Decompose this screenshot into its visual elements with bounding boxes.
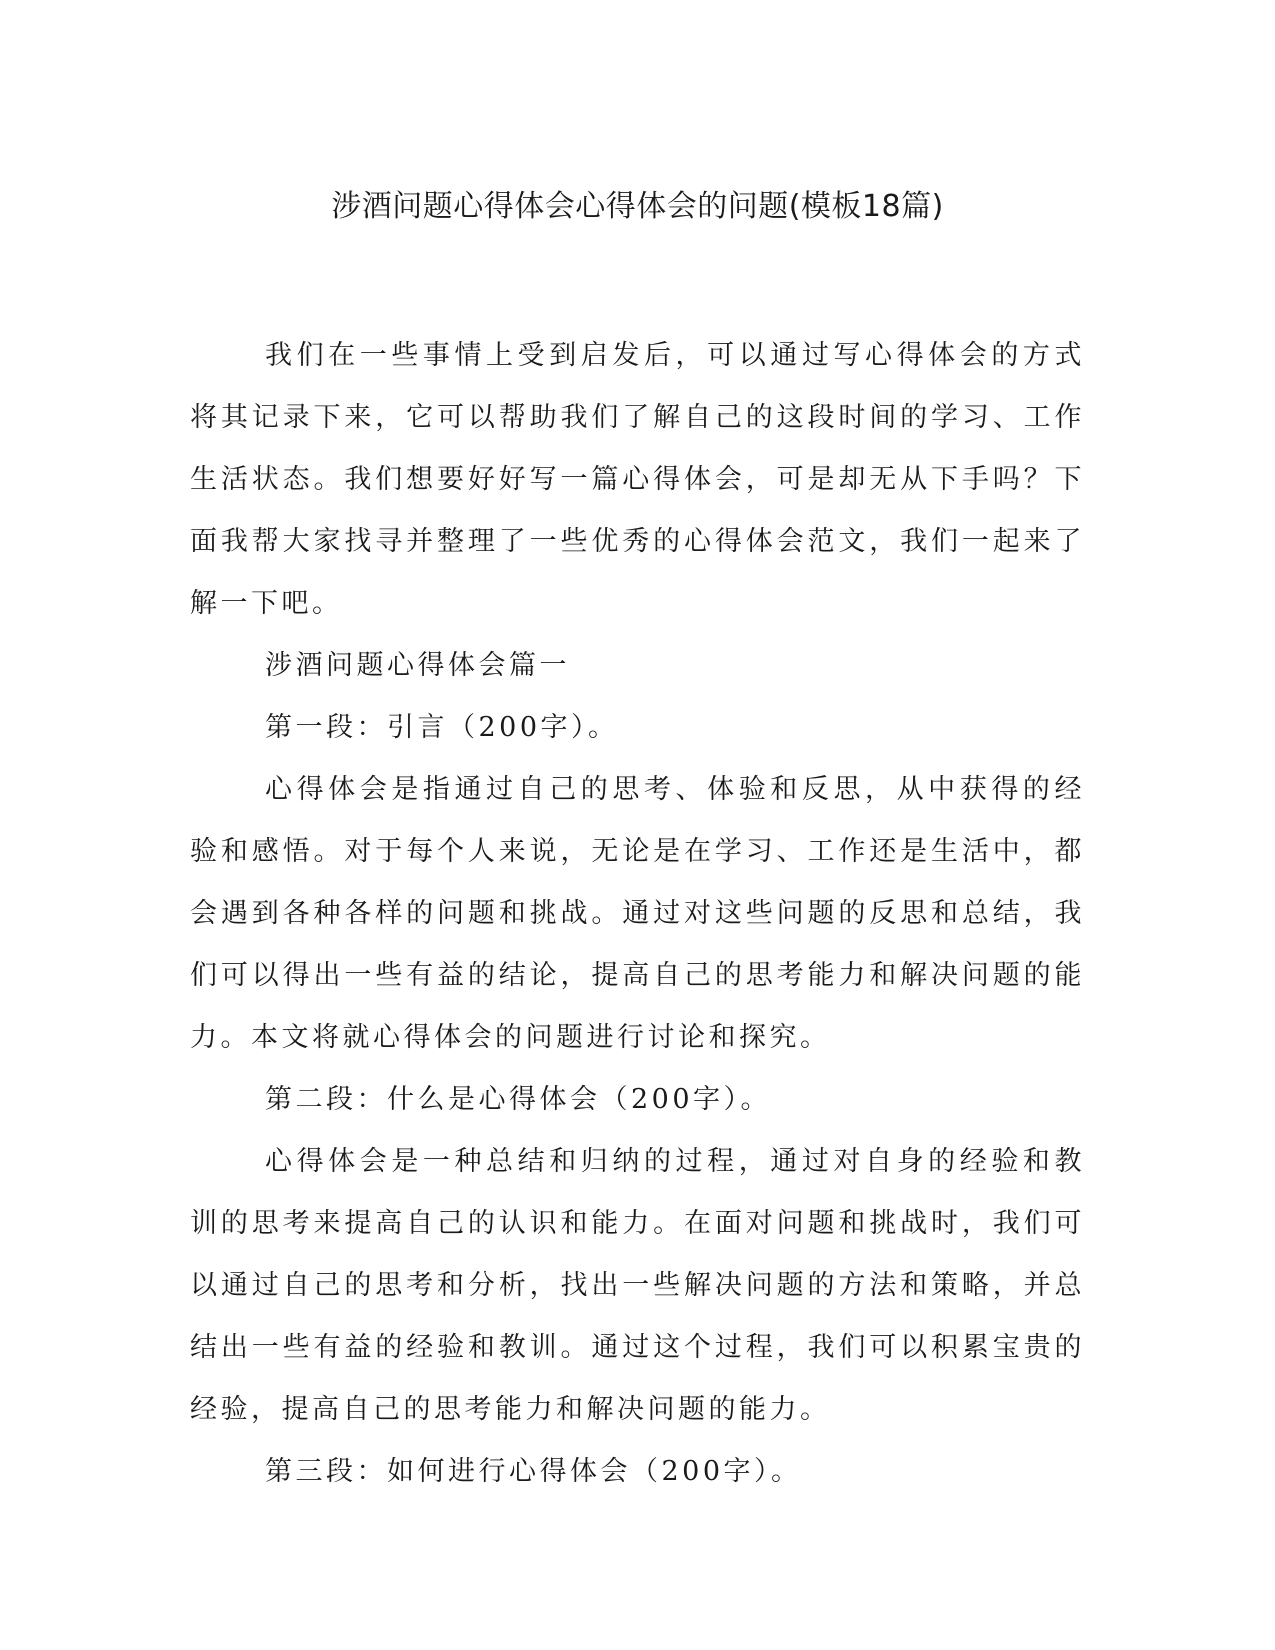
subheading-second-section: 第二段：什么是心得体会（200字）。 [265, 1084, 772, 1115]
intro-paragraph: 我们在一些事情上受到启发后，可以通过写心得体会的方式将其记录下来，它可以帮助我们了解自己的这段时间的学习、工作生活状态。我们想要好好写一篇心得体会，可是却无从下手吗？下面我帮大家找寻并整理了一些优秀的心得体会范文，我们一起来了解一下吧。 [190, 340, 1085, 619]
document-body [190, 325, 1085, 1503]
body-paragraph-2: 心得体会是一种总结和归纳的过程，通过对自身的经验和教训的思考来提高自己的认识和能力。在面对问题和挑战时，我们可以通过自己的思考和分析，找出一些解决问题的方法和策略，并总结出一些有益的经验和教训。通过这个过程，我们可以积累宝贵的经验，提高自己的思考能力和解决问题的能力。 [190, 1146, 1085, 1425]
body-paragraph-1: 心得体会是指通过自己的思考、体验和反思，从中获得的经验和感悟。对于每个人来说，无论是在学习、工作还是生活中，都会遇到各种各样的问题和挑战。通过对这些问题的反思和总结，我们可以得出一些有益的结论，提高自己的思考能力和解决问题的能力。本文将就心得体会的问题进行讨论和探究。 [190, 774, 1085, 1053]
subheading-first-section: 第一段：引言（200字）。 [265, 712, 619, 743]
subheading-third-section: 第三段：如何进行心得体会（200字）。 [265, 1456, 802, 1487]
document-title: 涉酒问题心得体会心得体会的问题(模板18篇) [331, 189, 944, 224]
section-heading-part-one: 涉酒问题心得体会篇一 [265, 650, 570, 681]
